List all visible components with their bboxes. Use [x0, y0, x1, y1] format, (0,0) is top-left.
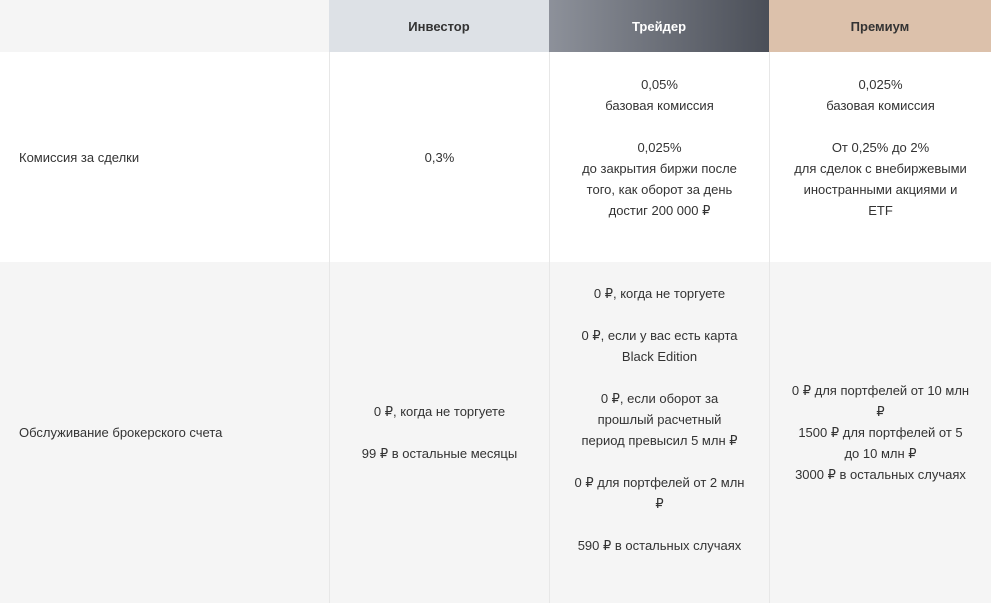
cell-text: до закрытия биржи после того, как оборот за день достиг 200 000 ₽ — [582, 161, 737, 218]
cell-text: 0 ₽, когда не торгуете — [373, 404, 506, 419]
cell-text: 0,025% — [858, 77, 903, 92]
header-investor-label: Инвестор — [408, 18, 470, 34]
cell-text: 0,3% — [424, 149, 455, 165]
cell-text: 0 ₽, если оборот за прошлый расчетный период превысил 5 млн ₽ — [581, 391, 738, 448]
cell-investor — [329, 52, 549, 262]
header-trader — [549, 0, 769, 52]
row-label — [0, 262, 329, 603]
cell-trader — [549, 262, 769, 603]
cell-text: 590 ₽ в остальных случаях — [577, 538, 742, 553]
cell-text: 1500 ₽ для портфелей от 5 до 10 млн ₽ — [798, 425, 963, 461]
cell-premium — [769, 52, 991, 262]
cell-text: базовая комиссия — [826, 98, 935, 113]
cell-trader — [549, 52, 769, 262]
header-premium — [769, 0, 991, 52]
row-label — [0, 52, 329, 262]
cell-text: 0 ₽ для портфелей от 10 млн ₽ — [791, 383, 970, 419]
cell-text: 0 ₽ для портфелей от 2 млн ₽ — [574, 475, 745, 511]
cell-text: 99 ₽ в остальные месяцы — [361, 446, 518, 461]
header-investor — [329, 0, 549, 52]
cell-text: 3000 ₽ в остальных случаях — [795, 467, 966, 482]
header-trader-label: Трейдер — [631, 18, 687, 34]
row-label-text: Комиссия за сделки — [19, 149, 140, 165]
header-empty-cell — [0, 0, 329, 52]
cell-text: 0 ₽, когда не торгуете — [593, 286, 726, 301]
cell-premium — [769, 262, 991, 603]
cell-text: От 0,25% до 2% — [831, 140, 930, 155]
cell-text: базовая комиссия — [605, 98, 714, 113]
cell-text: 0,025% — [637, 140, 682, 155]
table-row-maintenance — [0, 262, 991, 603]
cell-investor — [329, 262, 549, 603]
cell-text: 0 ₽, если у вас есть карта Black Edition — [581, 328, 738, 364]
header-premium-label: Премиум — [850, 18, 910, 34]
table-row-commission — [0, 52, 991, 262]
cell-text: 0,05% — [641, 77, 678, 92]
cell-text: для сделок с внебиржевыми иностранными акциями и ETF — [794, 161, 967, 218]
row-label-text: Обслуживание брокерского счета — [19, 425, 223, 440]
